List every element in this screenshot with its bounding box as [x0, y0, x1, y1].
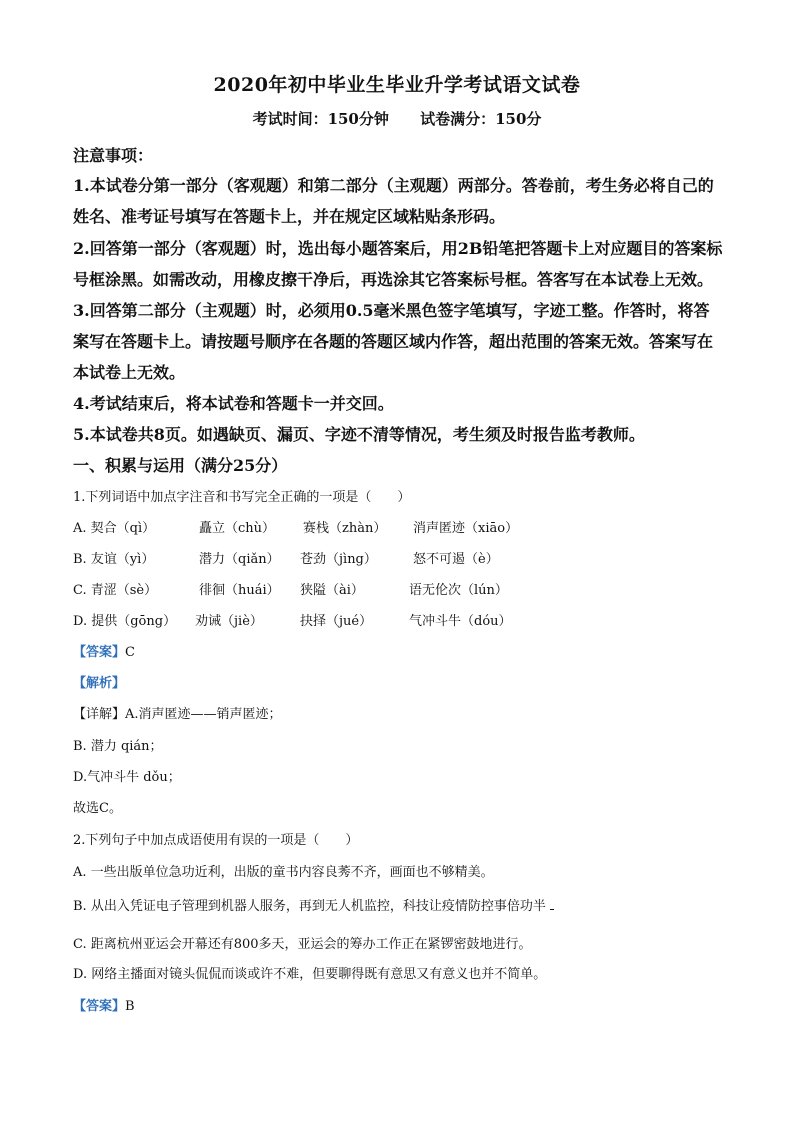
notice-line: 本试卷上无效。 — [73, 363, 186, 382]
option-item: D. 网络主播面对镜头侃侃而谈或许不难，但要聊得既有意思又有意义也并不简单。 — [73, 967, 547, 982]
analysis-tag: 【解析】 — [73, 676, 126, 691]
explain-line: D.气冲斗牛 dǒu； — [73, 770, 181, 785]
option-item: 赛栈（zhàn） — [303, 521, 387, 536]
question-stem: 2.下列句子中加点成语使用有误的一项是（ ） — [73, 833, 359, 848]
option-item: D. 提供（gōng） — [73, 614, 177, 629]
notice-line: 2.回答第一部分（客观题）时，选出每小题答案后，用2B铅笔把答题卡上对应题目的答案标 — [73, 239, 723, 258]
explain-line: 故选C。 — [73, 801, 122, 816]
option-item: 怒不可遏（è） — [413, 552, 499, 567]
option-item: 矗立（chù） — [199, 521, 276, 536]
answer-value: B — [125, 999, 135, 1014]
option-item: 苍劲（jìng） — [300, 552, 377, 567]
option-item: 气冲斗牛（dóu） — [409, 614, 512, 629]
notice-line: 案写在答题卡上。请按题号顺序在各题的答题区域内作答，超出范围的答案无效。答案写在 — [73, 332, 714, 351]
page-title: 2020年初中毕业生毕业升学考试语文试卷 — [213, 74, 581, 96]
option-text: B. 从出入凭证电子管理到机器人服务，再到无人机监控，科技让疫情防控事倍功半 — [73, 899, 546, 914]
option-item: 劝诫（jiè） — [195, 614, 263, 629]
option-item — [73, 895, 554, 914]
answer-line — [73, 641, 135, 660]
answer-tag: 【答案】 — [73, 645, 126, 660]
answer-tag: 【答案】 — [73, 999, 126, 1014]
option-item: A. 一些出版单位急功近利，出版的童书内容良莠不齐，画面也不够精美。 — [73, 865, 494, 880]
exam-time: 考试时间：150分钟 — [252, 110, 389, 128]
option-item: B. 友谊（yì） — [73, 552, 155, 567]
option-item: 狭隘（ài） — [300, 583, 364, 598]
analysis-line — [73, 672, 125, 691]
option-row — [73, 517, 733, 535]
notice-line: 1.本试卷分第一部分（客观题）和第二部分（主观题）两部分。答卷前，考生务必将自己的 — [73, 176, 714, 195]
notice-line: 号框涂黑。如需改动，用橡皮擦干净后，再选涂其它答案标号框。答客写在本试卷上无效。 — [73, 270, 714, 289]
blank-underline — [550, 899, 554, 910]
detail-line — [73, 703, 282, 722]
option-row — [73, 610, 733, 628]
notice-line: 3.回答第二部分（主观题）时，必须用0.5毫米黑色签字笔填写，字迹工整。作答时，将答 — [73, 301, 710, 320]
option-item: 抉择（jué） — [300, 614, 373, 629]
answer-line — [73, 995, 135, 1014]
option-item: 语无伦次（lún） — [409, 583, 508, 598]
question-stem: 1.下列词语中加点字注音和书写完全正确的一项是（ ） — [73, 490, 411, 505]
option-row — [73, 548, 733, 566]
answer-value: C — [125, 645, 135, 660]
option-item: A. 契合（qì） — [73, 521, 156, 536]
option-item: C. 距离杭州亚运会开幕还有800多天，亚运会的筹办工作正在紧锣密鼓地进行。 — [73, 937, 532, 952]
exam-info — [0, 108, 794, 129]
detail-tag: 【详解】 — [73, 707, 126, 722]
option-item: 徘徊（huái） — [199, 583, 280, 598]
notice-line: 姓名、准考证号填写在答题卡上，并在规定区域粘贴条形码。 — [73, 207, 506, 226]
exam-full-score: 试卷满分：150分 — [420, 110, 542, 128]
option-item: 潜力（qiǎn） — [199, 552, 280, 567]
detail-text: A.消声匿迹——销声匿迹； — [125, 707, 282, 722]
notice-heading: 注意事项： — [73, 146, 154, 165]
option-item: C. 青涩（sè） — [73, 583, 158, 598]
notice-line: 4.考试结束后，将本试卷和答题卡一并交回。 — [73, 394, 394, 413]
option-item: 消声匿迹（xiāo） — [413, 521, 519, 536]
option-row — [73, 579, 733, 597]
explain-line: B. 潜力 qián； — [73, 739, 163, 754]
notice-line: 5.本试卷共8页。如遇缺页、漏页、字迹不清等情况，考生须及时报告监考教师。 — [73, 425, 645, 444]
section-heading: 一、积累与运用（满分25分） — [73, 456, 288, 475]
